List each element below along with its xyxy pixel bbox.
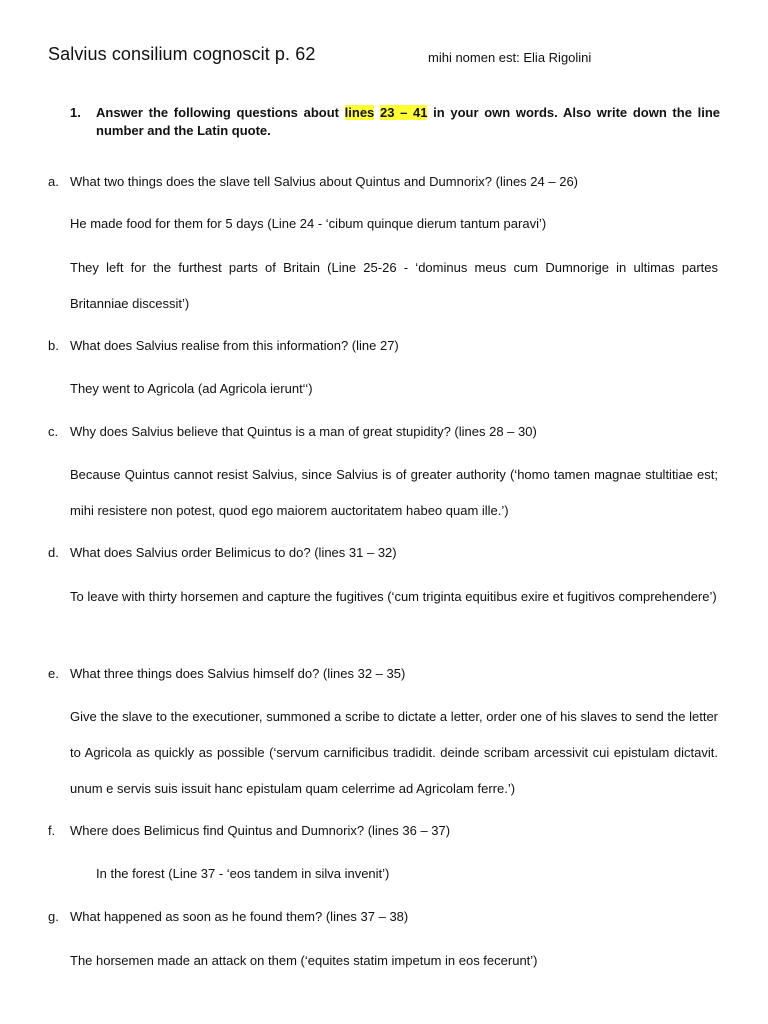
instruction-number: 1. <box>70 105 81 120</box>
question-letter: c. <box>48 424 59 439</box>
question-text: What happened as soon as he found them? (lines 37 – 38) <box>70 909 409 924</box>
question-text: What three things does Salvius himself do? (lines 32 – 35) <box>70 666 406 681</box>
question-letter: a. <box>48 174 59 189</box>
question-letter: f. <box>48 823 56 838</box>
answer-e: Give the slave to the executioner, summoned a scribe to dictate a letter, order one of his slaves to send the letter to Agricola as quickly as possible (‘servum carnificibus tradidit. deinde scribam arcessivit cui epistulam dictavit. unum e servis suis issuit hanc epistulam quam celerrime ad Agricolam ferre.’) <box>70 709 718 796</box>
answer-g: The horsemen made an attack on them (‘equites statim impetum in eos fecerunt’) <box>70 953 538 968</box>
instruction <box>70 104 720 140</box>
question-letter: g. <box>48 909 59 924</box>
student-name: mihi nomen est: Elia Rigolini <box>428 50 592 65</box>
answer-a-2: They left for the furthest parts of Britain (Line 25-26 - ‘dominus meus cum Dumnorige in ultimas partes Britanniae discessit’) <box>70 260 718 311</box>
answer-d: To leave with thirty horsemen and capture the fugitives (‘cum triginta equitibus exire et fugitivos comprehendere’) <box>70 589 717 604</box>
question-text: What two things does the slave tell Salvius about Quintus and Dumnorix? (lines 24 – 26) <box>70 174 578 189</box>
question-letter: d. <box>48 545 59 560</box>
question-d <box>48 544 720 562</box>
answer-b: They went to Agricola (ad Agricola ierunt‘‘) <box>70 381 313 396</box>
question-f <box>48 822 720 840</box>
instruction-before: Answer the following questions about <box>96 105 345 120</box>
question-text: What does Salvius order Belimicus to do? (lines 31 – 32) <box>70 545 397 560</box>
question-letter: e. <box>48 666 59 681</box>
question-text: Where does Belimicus find Quintus and Dumnorix? (lines 36 – 37) <box>70 823 451 838</box>
question-a <box>48 173 720 191</box>
question-text: Why does Salvius believe that Quintus is a man of great stupidity? (lines 28 – 30) <box>70 424 537 439</box>
page-title: Salvius consilium cognoscit p. 62 <box>48 44 316 64</box>
answer-f: In the forest (Line 37 - ‘eos tandem in silva invenit’) <box>96 866 390 881</box>
question-g <box>48 908 720 926</box>
instruction-text <box>96 104 720 140</box>
question-e <box>48 665 720 683</box>
question-text: What does Salvius realise from this information? (line 27) <box>70 338 399 353</box>
answer-c: Because Quintus cannot resist Salvius, since Salvius is of greater authority (‘homo tamen magnae stultitiae est; mihi resistere non potest, quod ego maiorem auctoritatem habeo quam ille.’) <box>70 467 718 518</box>
question-c <box>48 423 720 441</box>
answer-a-1: He made food for them for 5 days (Line 24 - ‘cibum quinque dierum tantum paravi’) <box>70 216 547 231</box>
instruction-after: in your own words. Also write down the line number and the Latin quote. <box>96 105 721 138</box>
question-b <box>48 337 720 355</box>
highlight-range: 23 – 41 <box>379 105 428 120</box>
highlight-lines: lines <box>344 105 375 120</box>
question-letter: b. <box>48 338 59 353</box>
